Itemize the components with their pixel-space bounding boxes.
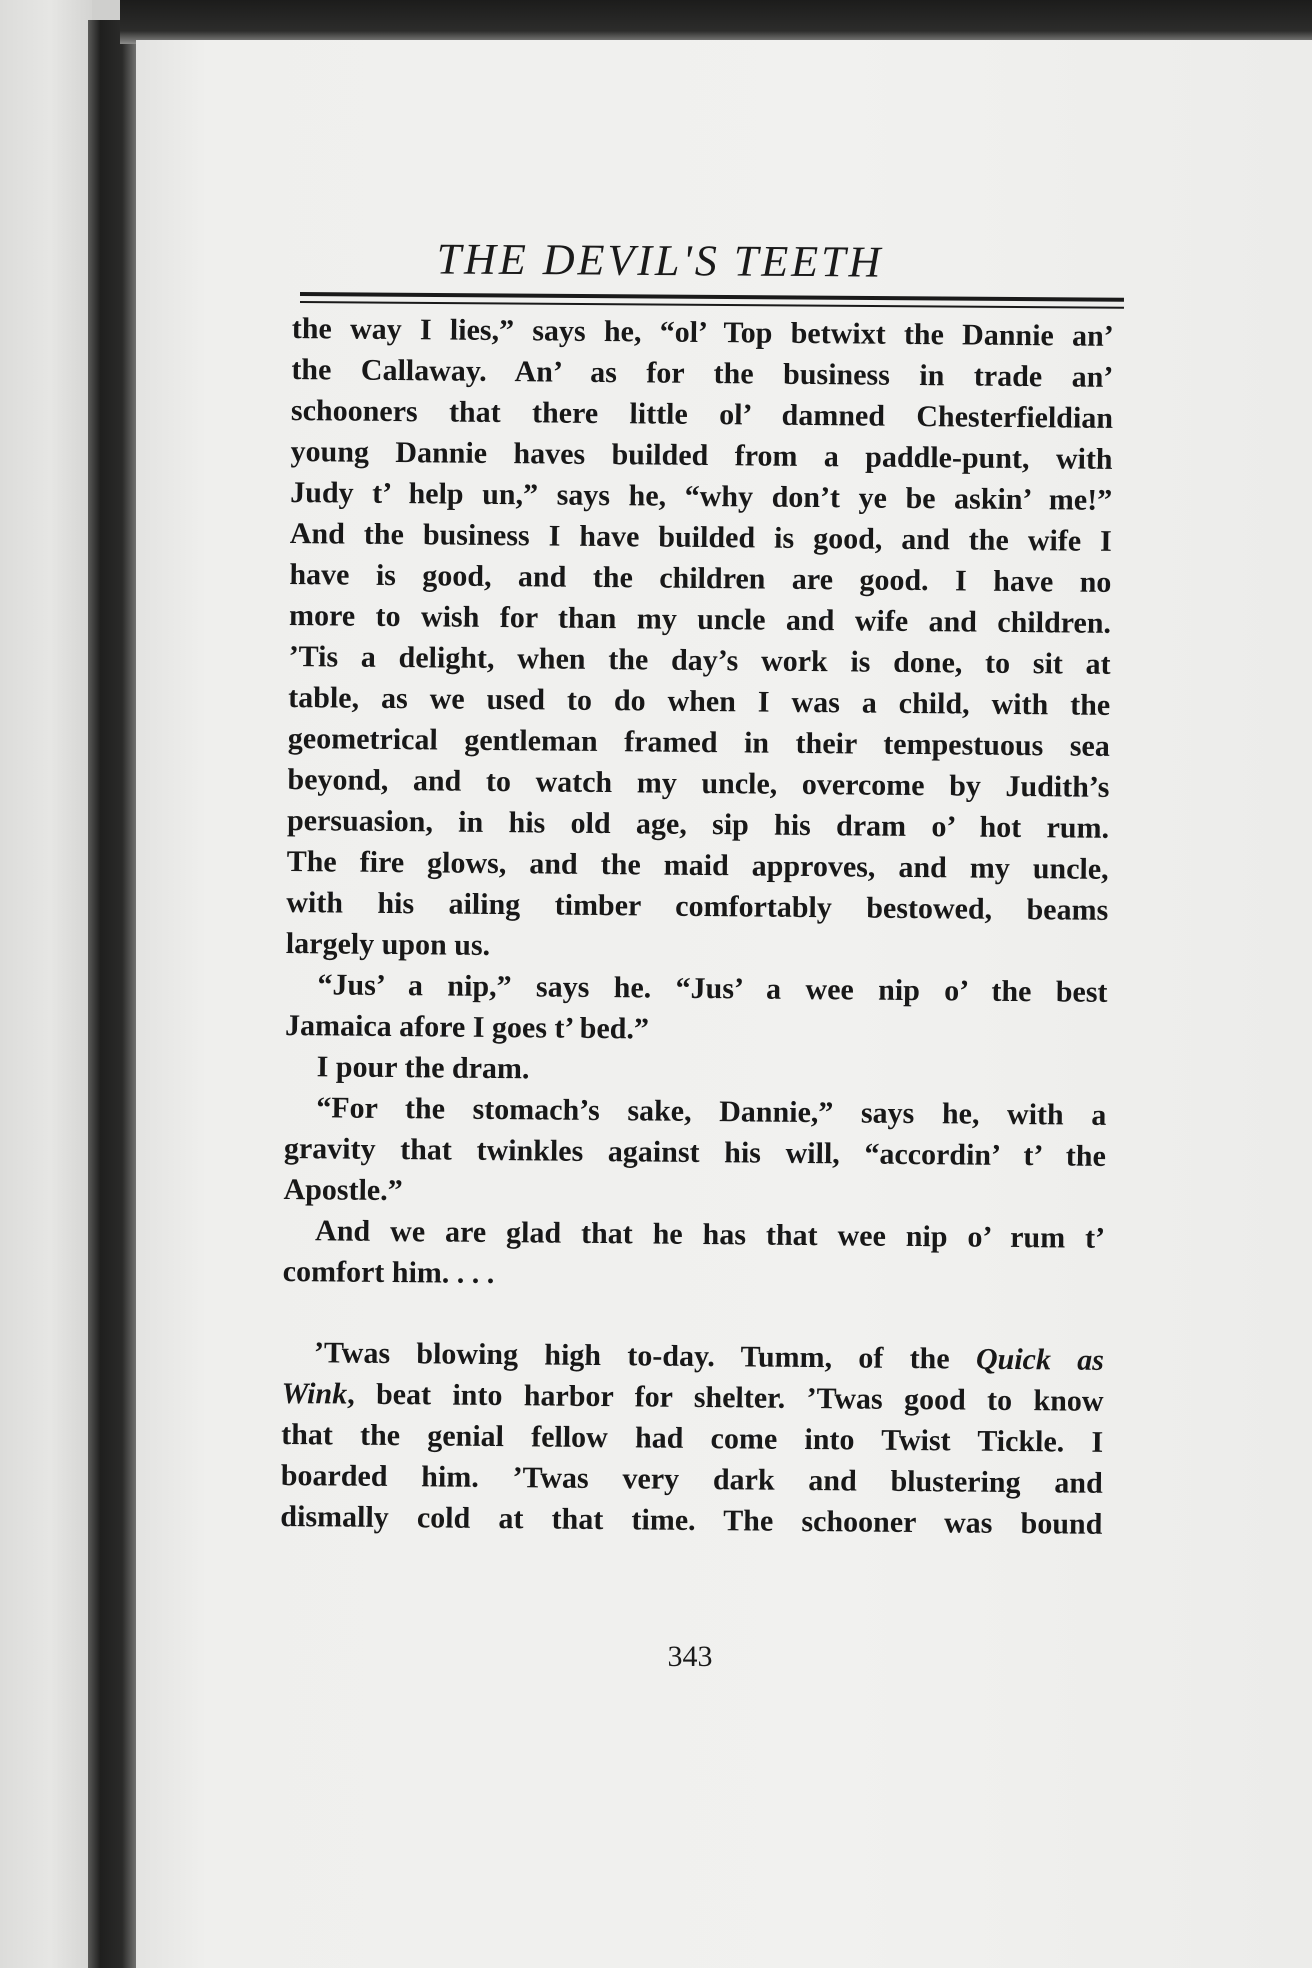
facing-page-edge (0, 0, 92, 1968)
text-line: young Dannie haves builded from a paddle-punt, with (290, 434, 1113, 476)
text-line: I pour the dram. (316, 1050, 530, 1086)
text-line: gravity that twinkles against his will, “accordin’ t’ the (283, 1131, 1107, 1173)
running-head: THE DEVIL'S TEETH (436, 234, 884, 287)
text-line: And we are glad that he has that wee nip o’ rum t’ (314, 1214, 1106, 1255)
text-line: more to wish for than my uncle and wife and children. (288, 598, 1112, 640)
text-line: with his ailing timber comfortably bestowed, beams (286, 885, 1109, 927)
text-line: dismally cold at that time. The schooner was bound (280, 1499, 1103, 1541)
text-line: Jamaica afore I goes t’ bed.” (284, 1008, 650, 1046)
text-line: “For the stomach’s sake, Dannie,” says he, with a (316, 1091, 1107, 1132)
text-line: ’Tis a delight, when the day’s work is done, to sit at (288, 639, 1111, 681)
text-line: largely upon us. (285, 926, 491, 962)
text-line: persuasion, in his old age, sip his dram o’ hot rum. (286, 803, 1110, 845)
body-text (280, 308, 1114, 1545)
text-line: And the business I have builded is good, and the wife I (289, 516, 1112, 558)
ship-name-italic: Quick as (975, 1342, 1105, 1377)
ship-name-italic: Wink (281, 1376, 348, 1411)
text-line: that the genial fellow had come into Twist Tickle. I (281, 1417, 1104, 1459)
text-line: The fire glows, and the maid approves, and my uncle, (286, 844, 1109, 886)
text-line: the Callaway. An’ as for the business in trade an’ (291, 352, 1114, 394)
text-line: boarded him. ’Twas very dark and blustering and (280, 1458, 1103, 1500)
page-number: 343 (667, 1640, 713, 1673)
text-line: the way I lies,” says he, “ol’ Top betwixt the Dannie an’ (291, 311, 1114, 353)
text-line: geometrical gentleman framed in their tempestuous sea (287, 721, 1110, 763)
scan-top-edge (120, 0, 1312, 44)
text-line: table, as we used to do when I was a child, with the (288, 680, 1111, 722)
text-run: , beat into harbor for shelter. ’Twas good to know (347, 1377, 1104, 1418)
text-line: “Jus’ a nip,” says he. “Jus’ a wee nip o’ the best (317, 968, 1108, 1009)
text-line: beyond, and to watch my uncle, overcome by Judith’s (287, 762, 1110, 804)
text-line: Apostle.” (283, 1172, 403, 1208)
text-line: comfort him. . . . (282, 1254, 495, 1290)
text-run: ’Twas blowing high to-day. Tumm, of the (313, 1336, 977, 1376)
text-line: schooners that there little ol’ damned Chesterfieldian (290, 393, 1114, 435)
text-line: Judy t’ help un,” says he, “why don’t ye be askin’ me!” (290, 475, 1113, 517)
text-line: have is good, and the children are good. I have no (289, 557, 1112, 599)
